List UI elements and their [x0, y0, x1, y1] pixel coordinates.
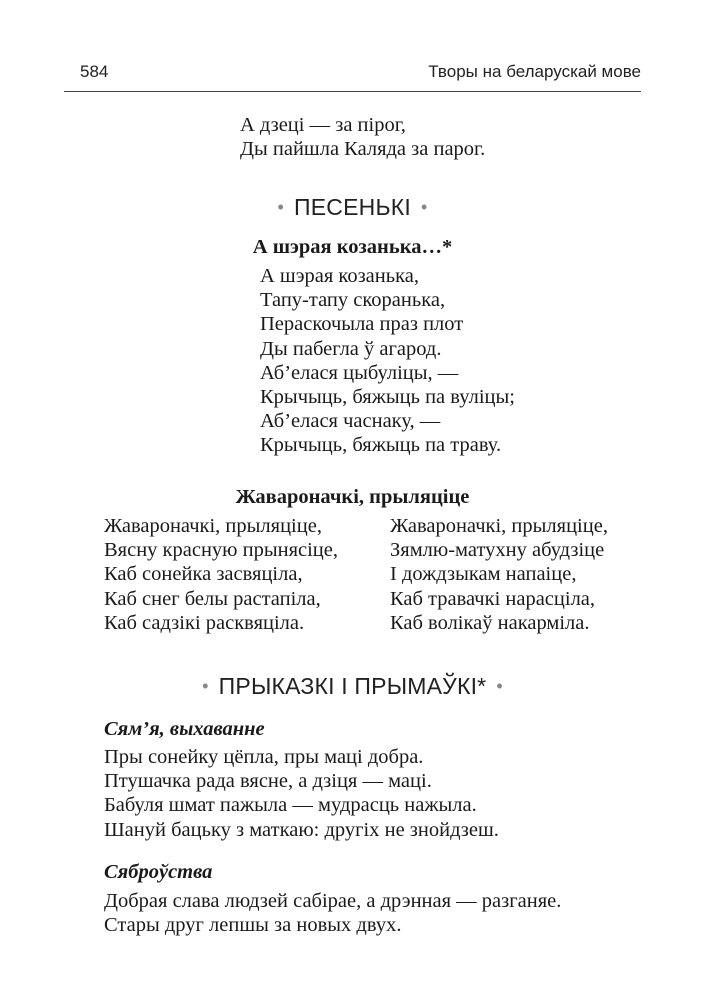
proverb-line: Шануй бацьку з маткаю: другіх не знойдзеш.	[104, 818, 499, 841]
verse-line: Каб травачкі нарасціла,	[390, 587, 596, 610]
section-heading-proverbs	[0, 673, 705, 700]
verse-line: Ды пайшла Каляда за парог.	[240, 138, 486, 161]
verse-line: Вясну красную прынясіце,	[104, 539, 338, 562]
poem-left-column	[104, 514, 338, 635]
proverb-line: Стары друг лепшы за новых двух.	[104, 914, 402, 937]
bullet-icon: •	[202, 676, 209, 696]
poem-body	[260, 264, 515, 458]
verse-line: І дождзыкам напаіце,	[390, 563, 577, 586]
verse-line: Крычыць, бяжыць па траву.	[260, 434, 502, 457]
section-title: ПЕСЕНЬКІ	[294, 194, 411, 220]
proverbs-list	[104, 889, 561, 937]
proverb-line: Бабуля шмат пажыла — мудрасць нажыла.	[104, 794, 477, 817]
verse-line: Зямлю-матухну абудзіце	[390, 539, 605, 562]
section-heading-songs	[0, 194, 705, 221]
bullet-icon: •	[496, 676, 503, 696]
header-rule	[64, 91, 641, 92]
page-number: 584	[80, 62, 109, 81]
bullet-icon: •	[277, 197, 285, 217]
verse-line: Ды пабегла ў агарод.	[260, 337, 442, 360]
verse-line: Жавароначкі, прыляціце,	[104, 515, 322, 537]
verse-line: А дзеці — за пірог,	[240, 114, 406, 136]
poem-right-column	[390, 514, 608, 635]
verse-line: Аб’елася часнаку, —	[260, 410, 441, 433]
top-stanza	[240, 113, 485, 161]
proverbs-list	[104, 745, 499, 842]
proverb-line: Пры сонейку цёпла, пры маці добра.	[104, 746, 424, 768]
verse-line: Аб’елася цыбуліцы, —	[260, 361, 459, 384]
verse-line: Тапу-тапу скоранька,	[260, 289, 446, 312]
verse-line: Жавароначкі, прыляціце,	[390, 515, 608, 537]
proverb-line: Птушачка рада вясне, а дзіця — маці.	[104, 770, 432, 793]
verse-line: Каб снег белы растапіла,	[104, 587, 321, 610]
verse-line: Каб сонейка засвяціла,	[104, 563, 303, 586]
proverbs-heading: Сям’я, выхаванне	[104, 718, 265, 740]
proverbs-heading: Сяброўства	[104, 861, 213, 883]
running-title: Творы на беларускай мове	[428, 62, 641, 81]
verse-line: Пераскочыла праз плот	[260, 313, 464, 336]
verse-line: Крычыць, бяжыць па вуліцы;	[260, 386, 515, 409]
poem-title: А шэрая козанька…*	[252, 236, 453, 258]
bullet-icon: •	[420, 197, 428, 217]
proverb-line: Добрая слава людзей сабірае, а дрэнная — разганяе.	[104, 890, 562, 912]
page-header	[80, 62, 641, 86]
section-title: ПРЫКАЗКІ І ПРЫМАЎКІ*	[218, 673, 487, 699]
verse-line: Каб волікаў накарміла.	[390, 611, 590, 634]
verse-line: Каб садзікі расквяціла.	[104, 611, 305, 634]
poem-title: Жавароначкі, прыляціце	[235, 486, 470, 508]
verse-line: А шэрая козанька,	[260, 265, 419, 287]
